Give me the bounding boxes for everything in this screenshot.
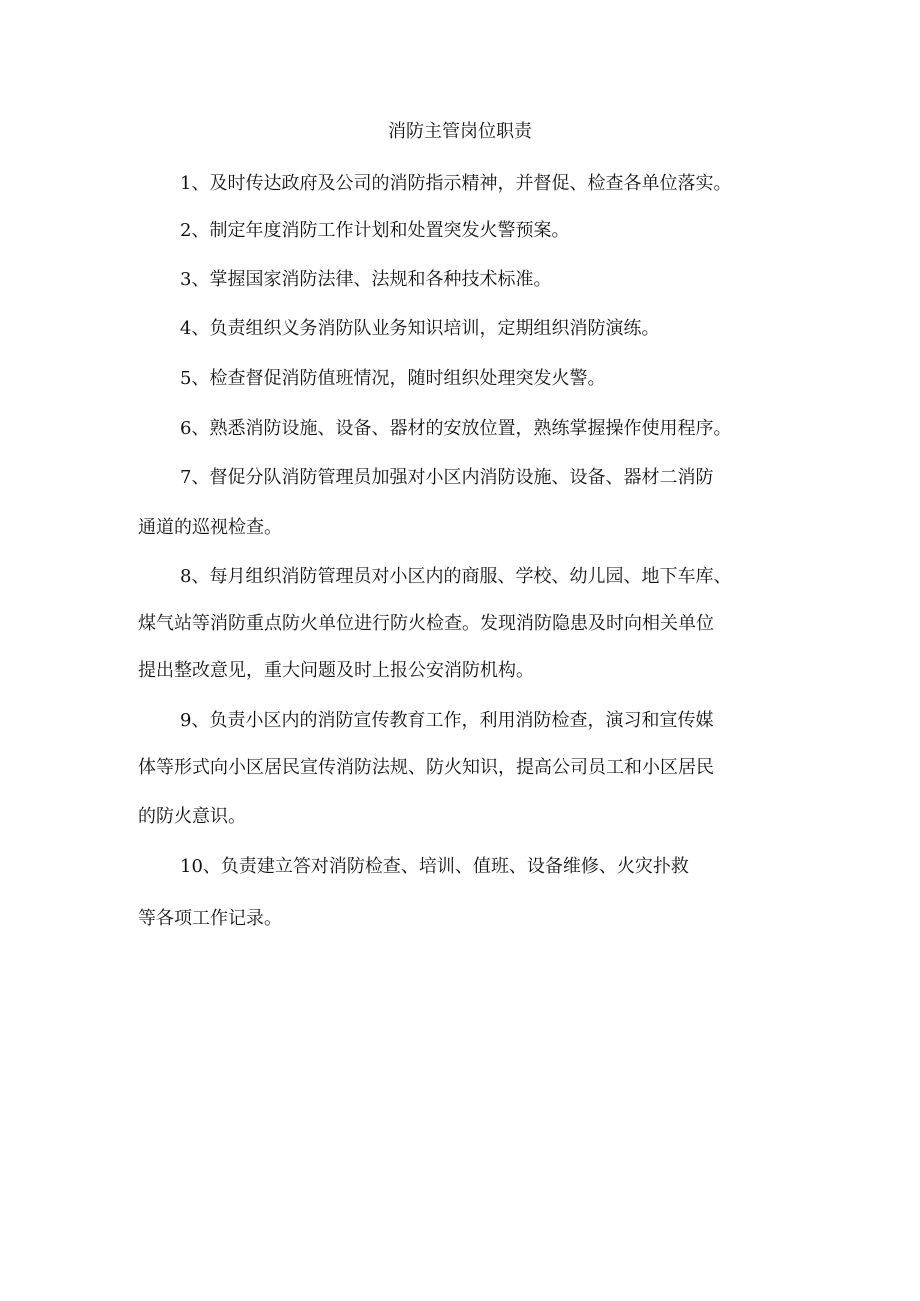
duty-item-9-line-1: 9、负责小区内的消防宣传教育工作，利用消防检查，演习和宣传媒 bbox=[180, 710, 714, 731]
duty-item-3: 3、掌握国家消防法律、法规和各种技术标准。 bbox=[180, 269, 552, 290]
duty-item-9-line-3: 的防火意识。 bbox=[138, 806, 246, 827]
duty-item-7-line-1: 7、督促分队消防管理员加强对小区内消防设施、设备、器材二消防 bbox=[180, 467, 714, 488]
duty-item-1: 1、及时传达政府及公司的消防指示精神，并督促、检查各单位落实。 bbox=[180, 173, 732, 194]
duty-item-6: 6、熟悉消防设施、设备、器材的安放位置，熟练掌握操作使用程序。 bbox=[180, 418, 732, 439]
duty-item-10-line-2: 等各项工作记录。 bbox=[138, 908, 282, 929]
duty-item-4: 4、负责组织义务消防队业务知识培训，定期组织消防演练。 bbox=[180, 318, 660, 339]
duty-item-9-line-2: 体等形式向小区居民宣传消防法规、防火知识，提高公司员工和小区居民 bbox=[138, 757, 714, 778]
duty-item-8-line-3: 提出整改意见，重大问题及时上报公安消防机构。 bbox=[138, 660, 534, 681]
document-title: 消防主管岗位职责 bbox=[388, 121, 532, 142]
duty-item-5: 5、检查督促消防值班情况，随时组织处理突发火警。 bbox=[180, 368, 606, 389]
duty-item-10-line-1: 10、负责建立答对消防检查、培训、值班、设备维修、火灾扑救 bbox=[180, 856, 689, 877]
duty-item-2: 2、制定年度消防工作计划和处置突发火警预案。 bbox=[180, 220, 570, 241]
duty-item-7-line-2: 通道的巡视检查。 bbox=[138, 517, 282, 538]
duty-item-8-line-1: 8、每月组织消防管理员对小区内的商服、学校、幼儿园、地下车库、 bbox=[180, 566, 732, 587]
duty-item-8-line-2: 煤气站等消防重点防火单位进行防火检查。发现消防隐患及时向相关单位 bbox=[138, 613, 714, 634]
